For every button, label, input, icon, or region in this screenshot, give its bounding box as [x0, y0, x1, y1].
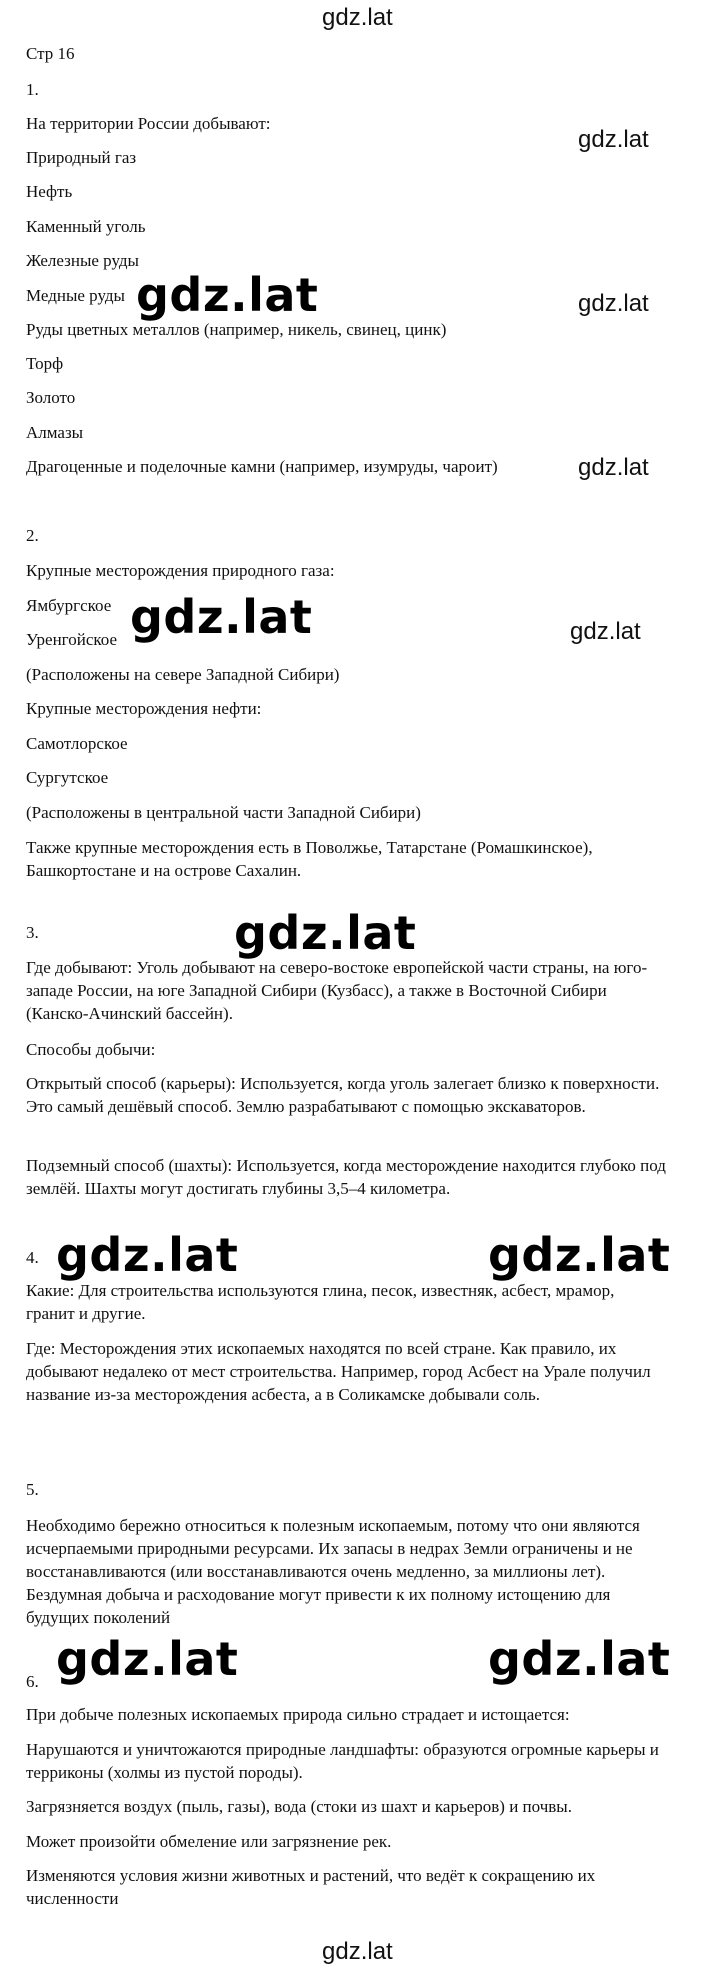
watermark-large: gdz.lat [56, 1228, 239, 1282]
list-item: Уренгойское [26, 630, 118, 649]
paragraph: Открытый способ (карьеры): Используется, когда уголь залегает близко к поверхности. Это самый дешёвый способ. Землю разрабатывают с помощью экскаваторов. [26, 1074, 660, 1116]
watermark-top: gdz.lat [322, 4, 393, 31]
paragraph: Необходимо бережно относиться к полезным ископаемым, потому что они являются исчерпаемыми природными ресурсами. Их запасы в недрах Земли ограничены и не восстанавливаются (или восстанавливаются очень медленно, за миллионы лет). Бездумная добыча и расходование могут привести к их полному истощению для будущих поколений [26, 1516, 640, 1627]
list-item: Нефть [26, 182, 73, 201]
paragraph: Какие: Для строительства используются глина, песок, известняк, асбест, мрамор, гранит и другие. [26, 1281, 615, 1323]
watermark-large: gdz.lat [136, 268, 319, 322]
list-item: (Расположены в центральной части Западной Сибири) [26, 803, 421, 822]
list-item: Торф [26, 354, 64, 373]
paragraph: Подземный способ (шахты): Используется, когда месторождение находится глубоко под землёй. Шахты могут достигать глубины 3,5–4 километра. [26, 1156, 666, 1198]
paragraph: Изменяются условия жизни животных и растений, что ведёт к сокращению их численности [26, 1866, 596, 1908]
list-item: Медные руды [26, 286, 125, 305]
list-item: Драгоценные и поделочные камни (например, изумруды, чароит) [26, 457, 498, 476]
watermark-large: gdz.lat [56, 1632, 239, 1686]
section-title: На территории России добывают: [26, 114, 271, 133]
paragraph: При добыче полезных ископаемых природа сильно страдает и истощается: [26, 1705, 570, 1724]
list-item: Золото [26, 388, 76, 407]
list-item: Алмазы [26, 423, 84, 442]
watermark-large: gdz.lat [234, 906, 417, 960]
watermark: gdz.lat [570, 618, 641, 645]
paragraph: Может произойти обмеление или загрязнение рек. [26, 1832, 392, 1851]
watermark: gdz.lat [578, 290, 649, 317]
list-item: Крупные месторождения природного газа: [26, 561, 335, 580]
list-item: (Расположены на севере Западной Сибири) [26, 665, 340, 684]
section-number: 3. [26, 923, 39, 942]
page-number: Стр 16 [26, 44, 75, 63]
watermark: gdz.lat [578, 454, 649, 481]
paragraph: Также крупные месторождения есть в Поволжье, Татарстане (Ромашкинское), Башкортостане и на острове Сахалин. [26, 838, 593, 880]
section-number: 1. [26, 80, 39, 99]
paragraph: Где: Месторождения этих ископаемых находятся по всей стране. Как правило, их добывают недалеко от мест строительства. Например, город Асбест на Урале получил название из-за месторождения асбеста, а в Соликамске добывали соль. [26, 1339, 651, 1404]
list-item: Железные руды [26, 251, 139, 270]
section-number: 6. [26, 1672, 39, 1691]
watermark-bottom: gdz.lat [322, 1938, 393, 1965]
list-item: Каменный уголь [26, 217, 146, 236]
section-number: 4. [26, 1248, 39, 1267]
list-item: Сургутское [26, 768, 109, 787]
section-number: 2. [26, 526, 39, 545]
paragraph: Загрязняется воздух (пыль, газы), вода (стоки из шахт и карьеров) и почвы. [26, 1797, 572, 1816]
watermark-large: gdz.lat [130, 590, 313, 644]
list-item: Крупные месторождения нефти: [26, 699, 262, 718]
watermark: gdz.lat [578, 126, 649, 153]
section-number: 5. [26, 1480, 39, 1499]
list-item: Руды цветных металлов (например, никель, свинец, цинк) [26, 320, 447, 339]
paragraph: Способы добычи: [26, 1040, 156, 1059]
list-item: Ямбургское [26, 596, 112, 615]
watermark-large: gdz.lat [488, 1632, 671, 1686]
list-item: Самотлорское [26, 734, 128, 753]
watermark-large: gdz.lat [488, 1228, 671, 1282]
list-item: Природный газ [26, 148, 137, 167]
paragraph: Где добывают: Уголь добывают на северо-востоке европейской части страны, на юго-западе России, на юге Западной Сибири (Кузбасс), а также в Восточной Сибири (Канско-Ачинский бассейн). [26, 958, 648, 1023]
paragraph: Нарушаются и уничтожаются природные ландшафты: образуются огромные карьеры и терриконы (холмы из пустой породы). [26, 1740, 659, 1782]
